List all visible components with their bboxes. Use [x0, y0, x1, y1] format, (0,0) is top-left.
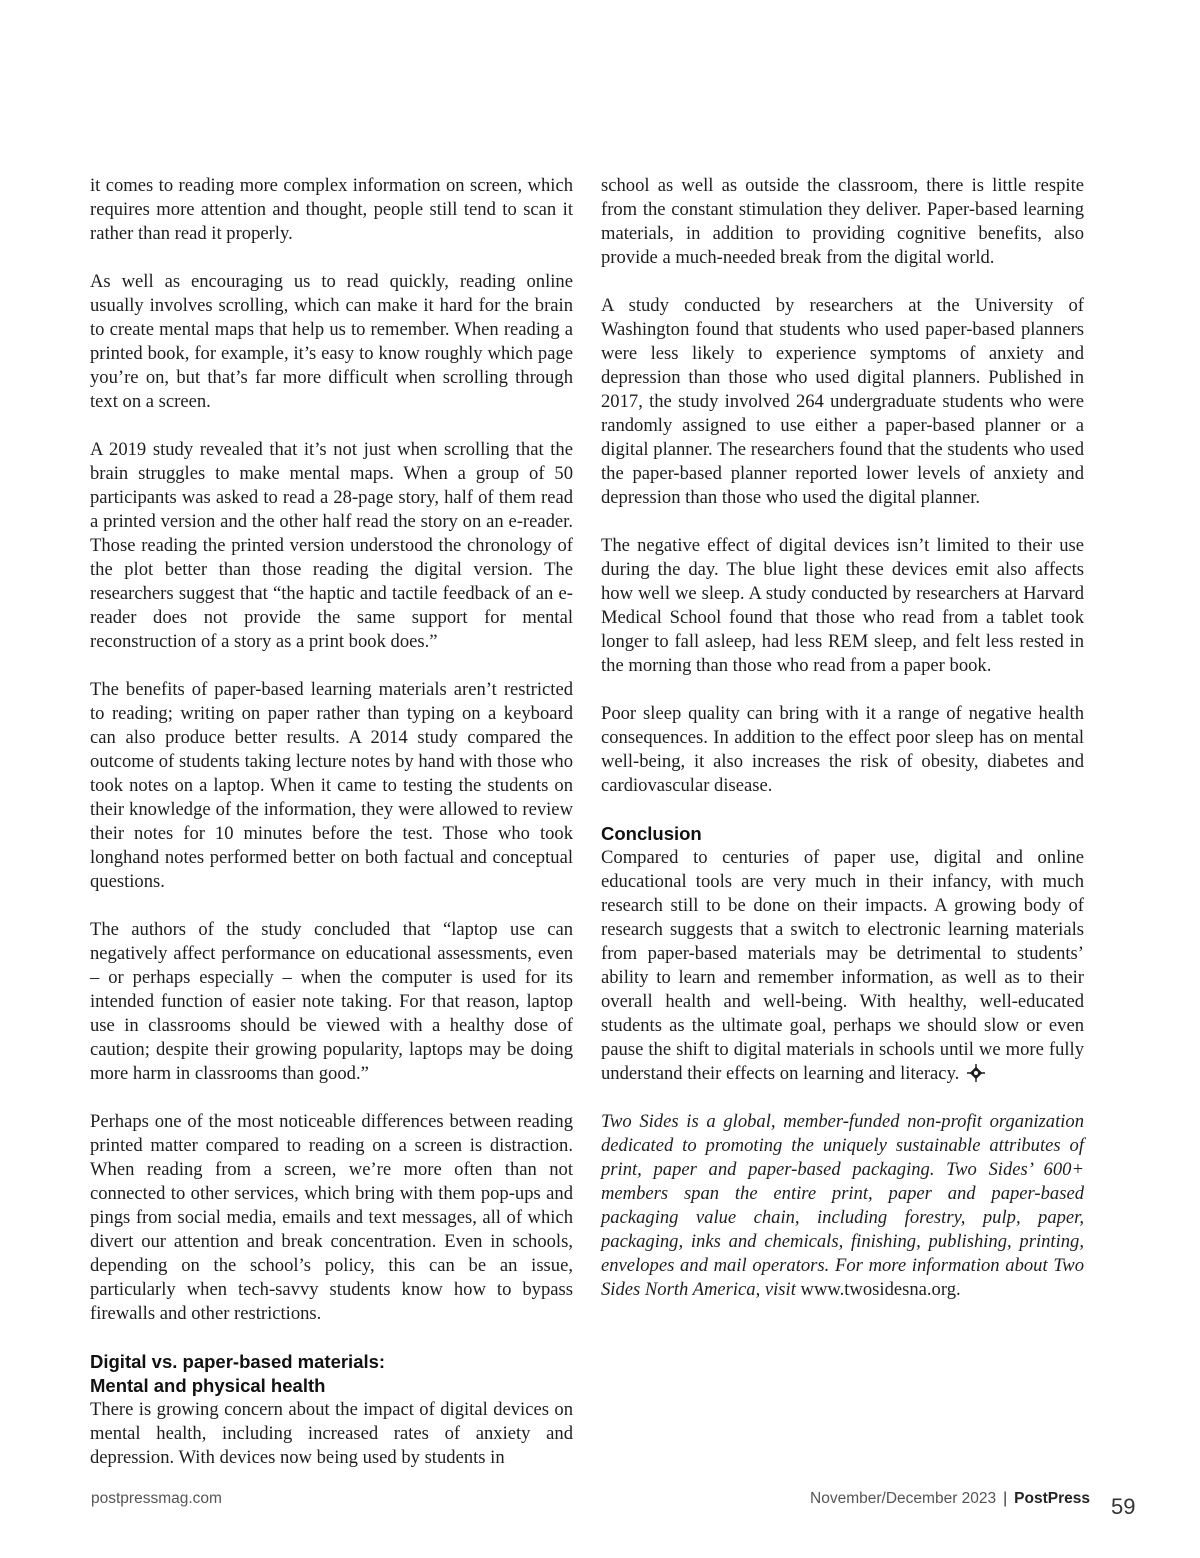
- footer-issue: November/December 2023: [810, 1490, 997, 1507]
- section-heading: [90, 1350, 573, 1398]
- body-paragraph: The authors of the study concluded that “laptop use can negatively affect performance on educational assessments, even – or perhaps especially – when the computer is used for its intended function of easier note taking. For that reason, laptop use in classrooms should be viewed with a healthy dose of caution; despite their growing popularity, laptops may be doing more harm in classrooms than good.”: [90, 919, 573, 1084]
- left-column: [90, 174, 573, 1470]
- conclusion-paragraph: [601, 846, 1084, 1086]
- body-paragraph: As well as encouraging us to read quickly, reading online usually involves scrolling, which can make it hard for the brain to create mental maps that help us to remember. When reading a printed book, for example, it’s easy to know roughly which page you’re on, but that’s far more difficult when scrolling through text on a screen.: [90, 271, 573, 412]
- footer-brand: PostPress: [1014, 1490, 1090, 1507]
- footer-issue-info: [810, 1490, 1090, 1508]
- body-paragraph: A 2019 study revealed that it’s not just when scrolling that the brain struggles to make mental maps. When a group of 50 participants was asked to read a 28-page story, half of them read a printed version and the other half read the story on an e-reader. Those reading the printed version understood the chronology of the plot better than those reading the digital version. The researchers suggest that “the haptic and tactile feedback of an e-reader does not provide the same support for mental reconstruction of a story as a print book does.”: [90, 439, 573, 652]
- conclusion-heading: Conclusion: [601, 823, 702, 844]
- body-paragraph: Poor sleep quality can bring with it a range of negative health consequences. In addition to the effect poor sleep has on mental well-being, it also increases the risk of obesity, diabetes and cardiovascular disease.: [601, 703, 1084, 796]
- conclusion-text: Compared to centuries of paper use, digital and online educational tools are very much in their infancy, with much research still to be done on their impacts. A growing body of research suggests that a switch to electronic learning materials from paper-based materials may be detrimental to students’ ability to learn and remember information, as well as to their overall health and well-being. With healthy, well-educated students as the ultimate goal, perhaps we should slow or even pause the shift to digital materials in schools until we more fully understand their effects on learning and literacy.: [601, 847, 1084, 1084]
- body-paragraph: There is growing concern about the impact of digital devices on mental health, including increased rates of anxiety and depression. With devices now being used by students in: [90, 1399, 573, 1468]
- body-paragraph: A study conducted by researchers at the University of Washington found that students who used paper-based planners were less likely to experience symptoms of anxiety and depression than those who used digital planners. Published in 2017, the study involved 264 undergraduate students who were randomly assigned to use either a paper-based planner or a digital planner. The researchers found that the students who used the paper-based planner reported lower levels of anxiety and depression than those who used the digital planner.: [601, 295, 1084, 508]
- section-heading-line1: Digital vs. paper-based materials:: [90, 1351, 386, 1372]
- footer-separator: |: [1003, 1490, 1008, 1507]
- section-heading-line2: Mental and physical health: [90, 1375, 326, 1396]
- page-number: 59: [1111, 1494, 1136, 1519]
- body-paragraph: Perhaps one of the most noticeable differences between reading printed matter compared to reading on a screen is distraction. When reading from a screen, we’re more often than not connected to other services, which bring with them pop-ups and pings from social media, emails and text messages, all of which divert our attention and break concentration. Even in schools, depending on the school’s policy, this can be an issue, particularly when tech-savvy students know how to bypass firewalls and other restrictions.: [90, 1111, 573, 1324]
- right-column: [601, 174, 1084, 1302]
- footer-website: postpressmag.com: [91, 1490, 222, 1507]
- body-paragraph: The benefits of paper-based learning materials aren’t restricted to reading; writing on paper rather than typing on a keyboard can also produce better results. A 2014 study compared the outcome of students taking lecture notes by hand with those who took notes on a laptop. When it came to testing the students on their knowledge of the information, they were allowed to review their notes for 10 minutes before the test. Those who took longhand notes performed better on both factual and conceptual questions.: [90, 679, 573, 892]
- crosshair-diamond-icon: [967, 1064, 985, 1082]
- body-paragraph: school as well as outside the classroom, there is little respite from the constant stimulation they deliver. Paper-based learning materials, in addition to providing cognitive benefits, also provide a much-needed break from the digital world.: [601, 175, 1084, 268]
- about-two-sides-note: [601, 1110, 1084, 1302]
- body-paragraph: it comes to reading more complex information on screen, which requires more attention and thought, people still tend to scan it rather than read it properly.: [90, 175, 573, 244]
- note-url: www.twosidesna.org.: [800, 1279, 961, 1300]
- body-paragraph: The negative effect of digital devices isn’t limited to their use during the day. The blue light these devices emit also affects how well we sleep. A study conducted by researchers at Harvard Medical School found that those who read from a tablet took longer to fall asleep, had less REM sleep, and felt less rested in the morning than those who read from a paper book.: [601, 535, 1084, 676]
- note-text: Two Sides is a global, member-funded non-profit organization dedicated to promoting the uniquely sustainable attributes of print, paper and paper-based packaging. Two Sides’ 600+ members span the entire print, paper and paper-based packaging value chain, including forestry, pulp, paper, packaging, inks and chemicals, finishing, publishing, printing, envelopes and mail operators. For more information about Two Sides North America, visit: [601, 1111, 1084, 1300]
